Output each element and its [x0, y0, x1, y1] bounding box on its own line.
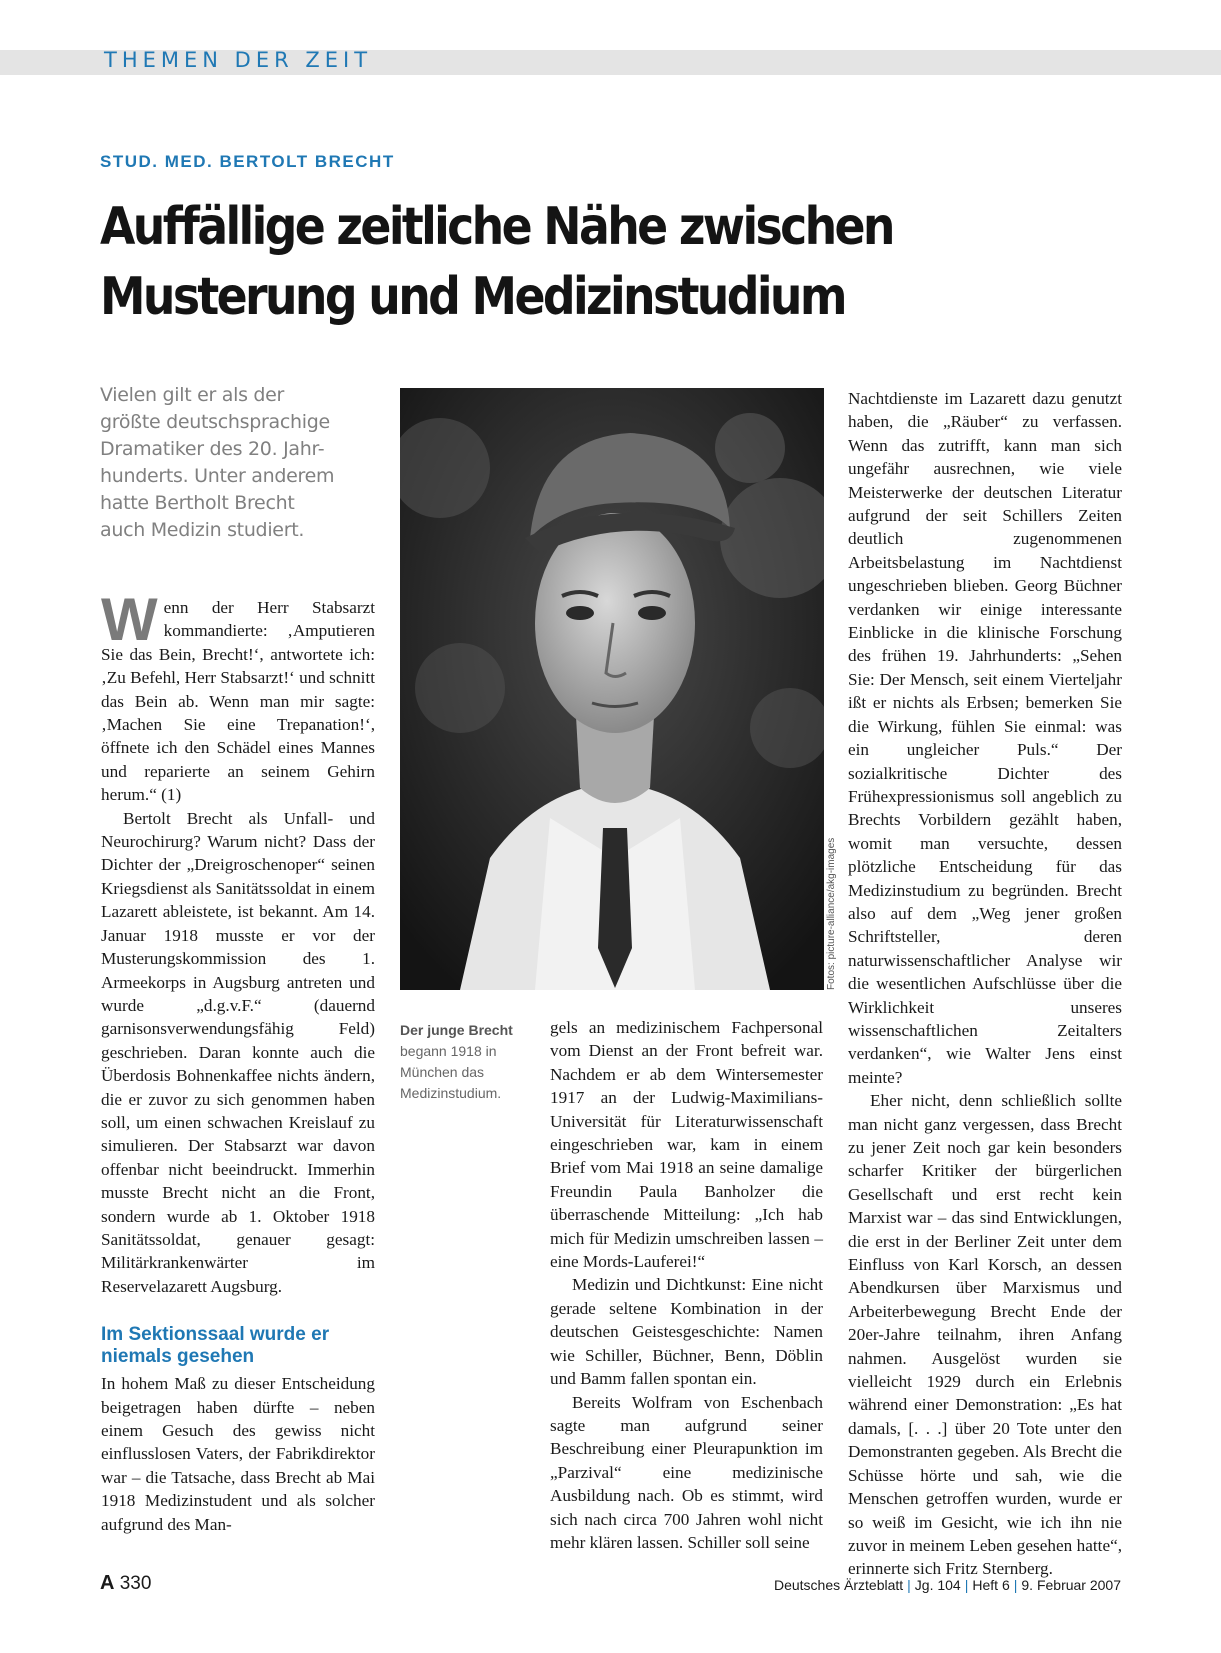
journal-date: 9. Februar 2007	[1021, 1577, 1121, 1593]
paragraph: Eher nicht, denn schließlich sollte man nicht ganz vergessen, dass Brecht zu jener Zeit noch gar kein besonders scharfer Kritiker der bürgerlichen Gesellschaft und erst recht kein Marxist war – das sind Entwicklungen, die erst in der Berliner Zeit unter dem Einfluss von Karl Korsch, an dessen Abendkursen über Marxismus und Arbeiterbewegung Brecht Ende der 20er-Jahre teilnahm, ihren Anfang nahmen. Ausgelöst wurden sie vielleicht 1929 durch ein Erlebnis während einer Demonstration: „Es hat damals, [. . .] über 20 Tote unter den Demonstranten gegeben. Als Brecht die Schüsse hörte und sah, wie die Menschen getroffen wurden, wurde er so weiß im Gesicht, wie ich ihn nie zuvor in meinem Leben gesehen hatte“, erinnerte sich Fritz Sternberg.	[848, 1091, 1122, 1579]
paragraph: Bereits Wolfram von Eschenbach sagte man aufgrund seiner Beschreibung einer Pleurapunktion im „Parzival“ eine medizinische Ausbildung nach. Ob es stimmt, wird sich nach circa 700 Jahren wohl nicht mehr klären lassen. Schiller soll seine	[550, 1392, 823, 1552]
page-number-value: 330	[119, 1573, 152, 1594]
subheading: Im Sektionssaal wurde er niemals gesehen	[101, 1324, 330, 1368]
caption-text: begann 1918 in München das Medizinstudium.	[400, 1043, 502, 1101]
paragraph: Medizin und Dichtkunst: Eine nicht gerade seltene Kombination in der deutschen Geistesgeschichte: Namen wie Schiller, Büchner, Benn, Döblin und Bamm fallen spontan ein.	[550, 1275, 823, 1389]
paragraph-text: enn der Herr Stabsarzt kommandierte: ‚Amputieren Sie das Bein, Brecht!‘, antwortete ich: ‚Zu Befehl, Herr Stabsarzt!‘ und schnitt das Bein ab. Wenn man mir sagte: ‚Machen Sie eine Trepanation!‘, öffnete ich den Schädel eines Mannes und reparierte an seinem Gehirn herum.“ (1)	[101, 598, 375, 805]
paragraph: In hohem Maß zu dieser Entscheidung beigetragen haben dürfte – neben einem Gesuch des gewiss nicht einflusslosen Vaters, der Fabrikdirektor war – die Tatsache, dass Brecht ab Mai 1918 Medizinstudent und als solcher aufgrund des Man-	[101, 1374, 375, 1534]
teaser-line: hunderts. Unter anderem	[100, 465, 335, 487]
page-prefix: A	[100, 1572, 115, 1594]
headline-line-1: Auffällige zeitliche Nähe zwischen	[100, 197, 893, 257]
text-column-1	[101, 586, 376, 1536]
teaser-line: hatte Bertholt Brecht	[100, 492, 295, 514]
article-teaser	[100, 382, 370, 544]
separator: |	[1013, 1577, 1018, 1593]
paragraph: gels an medizinischem Fachpersonal vom Dienst an der Front befreit war. Nachdem er ab dem Wintersemester 1917 an der Ludwig-Maximilians-Universität für Literaturwissenschaft eingeschrieben war, kam in einem Brief vom Mai 1918 an seine damalige Freundin Paula Banholzer die überraschende Mitteilung: „Ich hab mich für Medizin umschreiben lassen – eine Mords-Lauferei!“	[550, 1018, 823, 1272]
caption-bold: Der junge Brecht	[400, 1022, 513, 1038]
teaser-line: größte deutschsprachige	[100, 411, 330, 433]
drop-cap: W	[101, 586, 158, 653]
text-column-2	[550, 1016, 823, 1554]
page-number	[100, 1572, 151, 1595]
photo-caption	[400, 1020, 530, 1104]
portrait-photo	[400, 388, 824, 990]
paragraph	[101, 586, 375, 807]
section-label: THEMEN DER ZEIT	[104, 48, 373, 72]
teaser-line: Dramatiker des 20. Jahr-	[100, 438, 325, 460]
text-column-3	[848, 387, 1122, 1581]
article-headline	[100, 192, 893, 332]
journal-info	[774, 1577, 1121, 1593]
separator: |	[964, 1577, 969, 1593]
article-kicker: STUD. MED. BERTOLT BRECHT	[100, 152, 395, 171]
headline-line-2: Musterung und Medizinstudium	[100, 267, 845, 327]
teaser-line: Vielen gilt er als der	[100, 384, 285, 406]
separator: |	[907, 1577, 911, 1593]
photo-credit: Fotos: picture-alliance/akg-images	[826, 837, 837, 990]
teaser-line: auch Medizin studiert.	[100, 519, 305, 541]
journal-issue: Heft 6	[972, 1577, 1010, 1593]
paragraph: Nachtdienste im Lazarett dazu genutzt haben, die „Räuber“ zu verfassen. Wenn das zutrifft, kann man sich ungefähr ausrechnen, wie viele Meisterwerke der deutschen Literatur aufgrund der seit Schillers Zeiten deutlich zugenommenen Arbeitsbelastung im Nachtdienst ungeschrieben blieben. Georg Büchner verdanken wir einige interessante Einblicke in die klinische Forschung des frühen 19. Jahrhunderts: „Sehen Sie: Der Mensch, seit einem Vierteljahr ißt er nichts als Erbsen; bemerken Sie die Wirkung, fühlen Sie einmal: was ein ungleicher Puls.“ Der sozialkritische Dichter des Frühexpressionismus soll angeblich zu Brechts Vorbildern gezählt haben, womit man versuchte, dessen plötzliche Entscheidung für das Medizinstudium zu begründen. Brecht also auf dem „Weg jener großen Schriftsteller, deren naturwissenschaftlicher Analyse wir die wesentlichen Aufschlüsse über die Wirklichkeit unseres wissenschaftlichen Zeitalters verdanken“, wie Walter Jens einst meinte?	[848, 389, 1122, 1087]
journal-name: Deutsches Ärzteblatt	[773, 1577, 904, 1593]
paragraph: Bertolt Brecht als Unfall- und Neurochirurg? Warum nicht? Dass der Dichter der „Dreigroschenoper“ seinen Kriegsdienst als Sanitätssoldat in einem Lazarett ableistete, ist bekannt. Am 14. Januar 1918 musste er vor der Musterungskommission des 1. Armeekorps in Augsburg antreten und wurde „d.g.v.F.“ (dauernd garnisonsverwendungsfähig Feld) geschrieben. Daran konnte auch die Überdosis Bohnenkaffee nichts ändern, die er zuvor zu sich genommen haben soll, um einen schwachen Kreislauf zu simulieren. Der Stabsarzt war davon offenbar nicht beeindruckt. Immerhin musste Brecht nicht an die Front, sondern wurde ab 1. Oktober 1918 Sanitätssoldat, genauer gesagt: Militärkrankenwärter im Reservelazarett Augsburg.	[101, 808, 376, 1296]
portrait-illustration	[400, 388, 824, 990]
journal-volume: Jg. 104	[914, 1577, 961, 1593]
